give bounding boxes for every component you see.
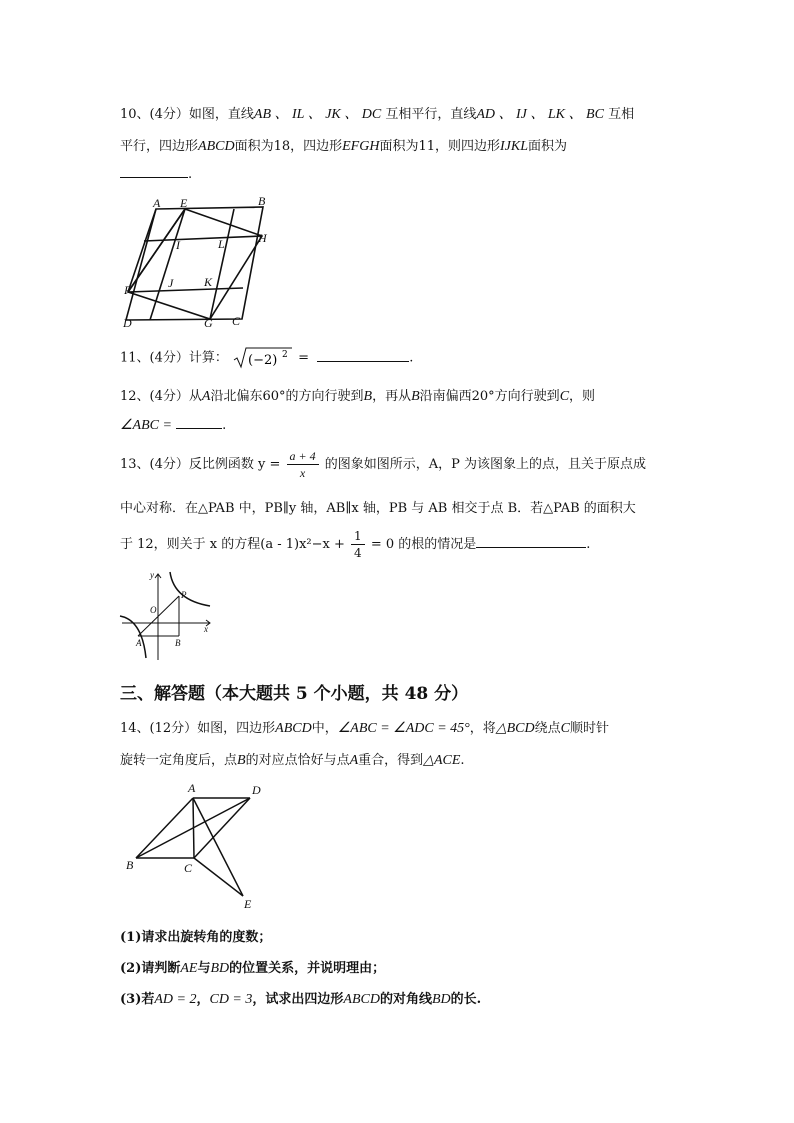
q10-line1: 10、(4分）如图，直线AB 、 IL 、 JK 、 DC 互相平行，直线AD 、 IJ 、 LK 、 BC 互相 [120,107,635,122]
label-A: A [153,196,161,210]
svg-text:2: 2 [282,350,288,360]
label-E: E [244,897,252,910]
label-A: A [136,638,142,648]
label-B: B [126,858,134,872]
q13-fraction: $\frac{a + 4}{x}$ [287,448,319,481]
label-F: F [124,283,132,297]
q12-answer-blank[interactable] [176,416,222,429]
q12-line1: 12、(4分）从A沿北偏东60°的方向行驶到B，再从B沿南偏西20°方向行驶到C，则 [120,389,596,404]
label-C: C [232,314,241,328]
q14-sub1: (1)请求出旋转角的度数； [120,930,272,945]
q10-line2: 平行，四边形ABCD面积为18，四边形EFGH面积为11，则四边形IJKL面积为 [120,139,568,154]
label-B: B [258,194,266,208]
label-C: C [184,861,193,875]
q14-sub2: (2)请判断AE与BD的位置关系，并说明理由； [120,961,386,976]
label-G: G [204,316,213,330]
label-J: J [168,276,174,290]
q14-line2: 旋转一定角度后，点B的对应点恰好与点A重合，得到△ACE. [120,753,465,768]
q14-sub3: (3)若AD = 2，CD = 3，试求出四边形ABCD的对角线BD的长. [120,992,482,1007]
q11-answer-blank[interactable] [317,349,409,362]
label-x: x [204,624,208,634]
q13-line2: 中心对称．在△PAB 中，PB∥y 轴，AB∥x 轴，PB 与 AB 相交于点 B．若△PAB 的面积大 [120,501,636,516]
label-O: O [150,605,157,615]
label-D: D [252,783,261,797]
label-P: P [181,590,187,600]
q10-answer-blank[interactable]: . [120,165,192,182]
parallelogram-abcd [126,207,263,320]
label-A: A [188,781,196,795]
label-B: B [175,638,181,648]
label-H: H [258,231,267,245]
label-K: K [204,275,213,289]
q13-line3: 于 12，则关于 x 的方程(a - 1)x²−x + $\frac{1}{4}$ = 0 的根的情况是 . [120,529,591,560]
label-y: y [150,570,154,580]
q14-figure [120,780,270,910]
q13-quarter-fraction: $\frac{1}{4}$ [351,528,365,561]
q11-line: 11、(4分）计算： (−2) 2 = . [120,346,413,370]
q12-line2: ∠ABC = . [120,418,227,433]
svg-text:(−2): (−2) [248,353,278,368]
label-L: L [218,237,225,251]
label-I: I [176,238,180,252]
q13-answer-blank[interactable] [476,535,586,548]
q14-line1: 14、(12分）如图，四边形ABCD中，∠ABC = ∠ADC = 45°，将△BCD绕点C顺时针 [120,721,609,736]
label-D: D [123,316,132,330]
q13-line1: 13、(4分）反比例函数 y = $\frac{a + 4}{x}$ 的图象如图所示，A，P 为该图象上的点，且关于原点成 [120,449,647,480]
label-E: E [180,196,188,210]
q13-figure [118,568,218,663]
sqrt-expression [232,346,294,370]
section-3-title: 三、解答题（本大题共 5 个小题，共 48 分） [120,684,469,704]
q10-figure [118,193,278,333]
